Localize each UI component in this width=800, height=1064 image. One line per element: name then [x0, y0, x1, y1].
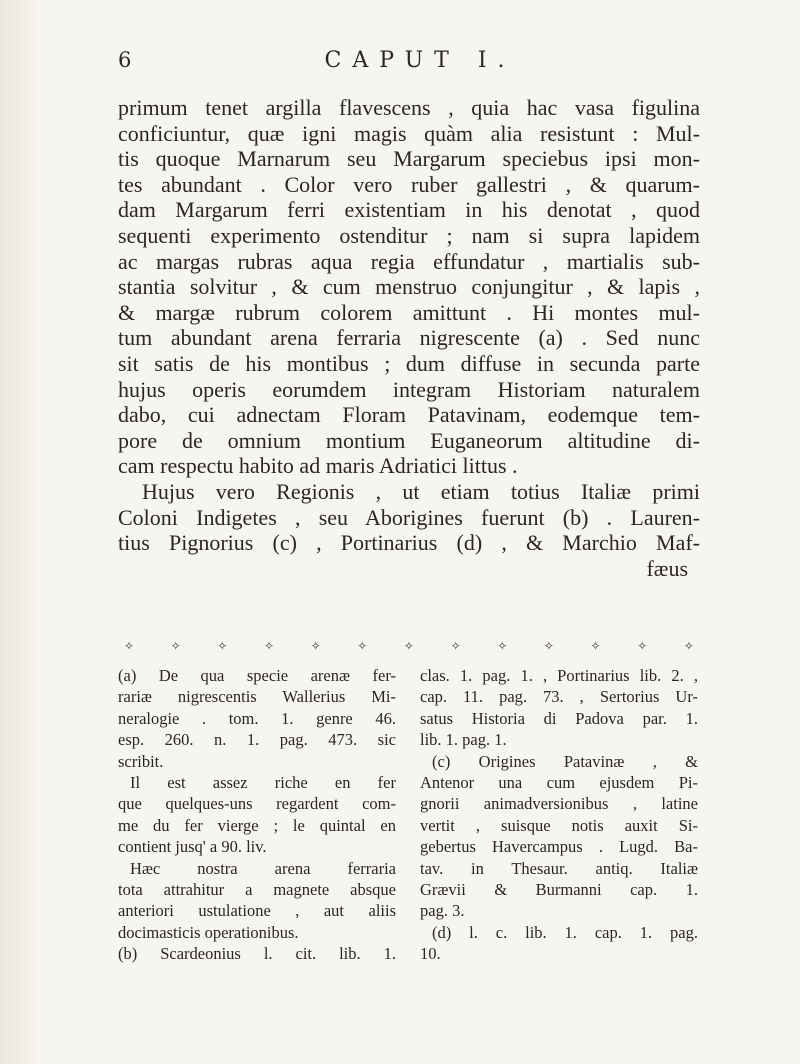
footnote-line: pag. 3. [420, 901, 465, 921]
footnote-line: contient jusq' a 90. liv. [118, 837, 267, 857]
footnote-line: docimasticis operationibus. [118, 922, 299, 942]
ornament-glyph: ✧ [637, 639, 648, 653]
text-line: tius Pignorius (c) , Portinarius (d) , & Marchio Maf- [118, 530, 700, 556]
text-line: dam Margarum ferri existentiam in his denotat , quod [118, 197, 700, 223]
ornament-glyph: ✧ [590, 639, 601, 653]
ornament-glyph: ✧ [217, 639, 228, 653]
text-line: primum tenet argilla flavescens , quia hac vasa figulina [118, 95, 700, 120]
text-line: sequenti experimento ostenditur ; nam si supra lapidem [118, 222, 700, 248]
footnote-line: (d) l. c. lib. 1. cap. 1. pag. [432, 922, 698, 942]
footnote-line: tav. in Thesaur. antiq. Italiæ [420, 858, 698, 878]
footnote-line: lib. 1. pag. 1. [420, 730, 507, 750]
footnote-line: Grævii & Burmanni cap. 1. [420, 879, 698, 899]
footnote-line: me du fer vierge ; le quintal en [118, 815, 396, 835]
page-edge-shading [0, 0, 40, 1064]
ornament-rule [118, 639, 700, 653]
ornament-glyph: ✧ [263, 639, 274, 653]
text-line: pore de omnium montium Euganeorum altitudine di- [118, 427, 700, 453]
main-text-block [118, 95, 700, 581]
ornament-glyph: ✧ [403, 639, 414, 653]
text-line: tes abundant . Color vero ruber gallestri , & quarum- [118, 171, 700, 197]
text-line: cam respectu habito ad maris Adriatici littus . [118, 453, 518, 479]
footnote-line: vertit , suisque notis auxit Si- [420, 815, 698, 835]
footnote-line: 10. [420, 944, 441, 964]
ornament-glyph: ✧ [123, 639, 135, 653]
footnote-line: scribit. [118, 751, 164, 771]
ornament-glyph: ✧ [543, 639, 554, 653]
ornament-glyph: ✧ [683, 639, 694, 653]
footnote-line: (c) Origines Patavinæ , & [432, 751, 698, 771]
footnote-line: Hæc nostra arena ferraria [130, 858, 396, 878]
ornament-glyph: ✧ [357, 639, 368, 653]
footnote-line: (b) Scardeonius l. cit. lib. 1. [118, 944, 396, 964]
footnotes-right-column [420, 665, 698, 964]
text-line: hujus operis eorumdem integram Historiam naturalem [118, 376, 700, 402]
page-header [118, 48, 682, 78]
ornament-glyph: ✧ [450, 639, 461, 653]
text-line: tum abundant arena ferraria nigrescente (a) . Sed nunc [118, 325, 700, 351]
ornament-glyph: ✧ [497, 639, 508, 653]
footnote-line: Antenor una cum ejusdem Pi- [420, 772, 698, 792]
catchword: fæus [646, 555, 688, 581]
text-line: conficiuntur, quæ igni magis quàm alia resistunt : Mul- [118, 120, 700, 146]
footnote-line: satus Historia di Padova par. 1. [420, 708, 698, 728]
footnote-line: anteriori ustulatione , aut aliis [118, 901, 396, 921]
text-line: Hujus vero Regionis , ut etiam totius Italiæ primi [142, 478, 700, 504]
text-line: sit satis de his montibus ; dum diffuse in secunda parte [118, 350, 700, 376]
footnote-line: gebertus Havercampus . Lugd. Ba- [420, 837, 698, 857]
text-line: ac margas rubras aqua regia effundatur , martialis sub- [118, 248, 700, 274]
footnote-line: Il est assez riche en fer [130, 772, 396, 792]
footnote-line: cap. 11. pag. 73. , Sertorius Ur- [420, 687, 698, 707]
running-head: CAPUT I. [324, 48, 516, 73]
footnote-line: clas. 1. pag. 1. , Portinarius lib. 2. , [420, 666, 698, 685]
footnote-line: neralogie . tom. 1. genre 46. [118, 708, 396, 728]
footnote-line: (a) De qua specie arenæ fer- [118, 666, 396, 685]
footnote-line: esp. 260. n. 1. pag. 473. sic [118, 730, 396, 750]
footnote-line: tota attrahitur a magnete absque [118, 879, 396, 899]
text-line: Coloni Indigetes , seu Aborigines fuerunt (b) . Lauren- [118, 504, 700, 530]
text-line: tis quoque Marnarum seu Margarum speciebus ipsi mon- [118, 146, 700, 172]
text-line: dabo, cui adnectam Floram Patavinam, eodemque tem- [118, 402, 700, 428]
text-line: stantia solvitur , & cum menstruo conjungitur , & lapis , [118, 274, 700, 300]
ornament-glyph: ✧ [170, 639, 181, 653]
footnotes-left-column [118, 665, 396, 964]
ornament-glyph: ✧ [310, 639, 321, 653]
text-line: & margæ rubrum colorem amittunt . Hi montes mul- [118, 299, 700, 325]
footnote-line: que quelques-uns regardent com- [118, 794, 396, 814]
footnote-line: gnorii animadversionibus , latine [420, 794, 698, 814]
page-number: 6 [118, 48, 132, 72]
footnote-line: rariæ nigrescentis Wallerius Mi- [118, 687, 396, 707]
